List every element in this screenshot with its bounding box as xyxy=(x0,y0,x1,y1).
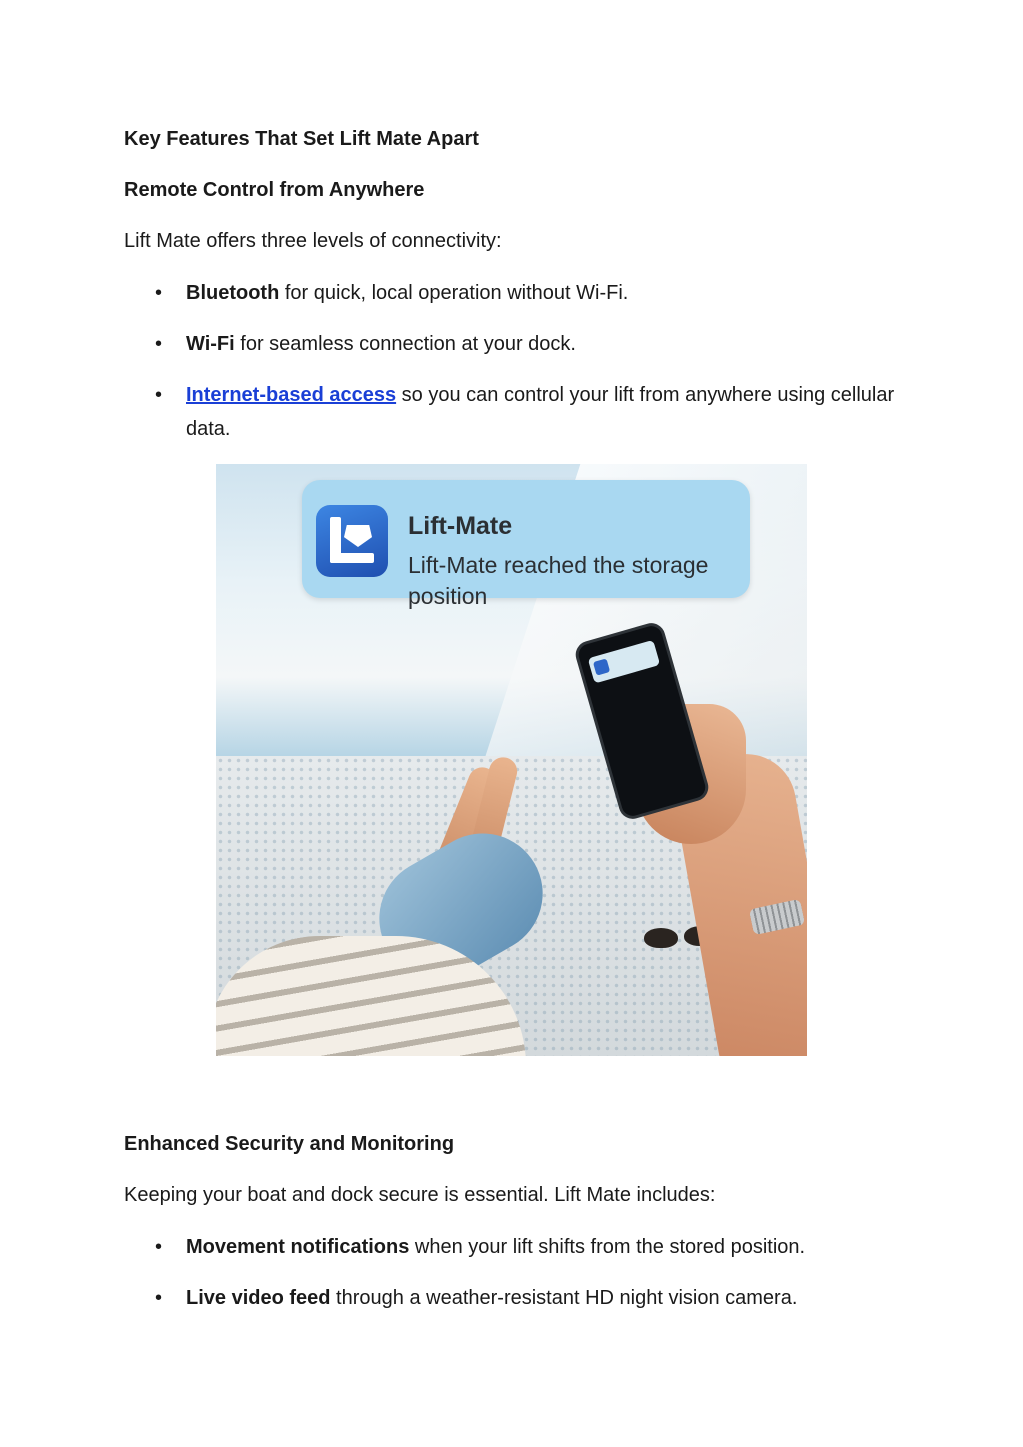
list-item-text: so you can control your lift from anywhere using cellular data. xyxy=(186,384,895,440)
list-item-bold: Movement notifications xyxy=(186,1236,410,1258)
list-item-wifi xyxy=(186,327,906,361)
bullet-icon: • xyxy=(155,384,163,406)
bullet-icon: • xyxy=(155,1236,163,1258)
section-heading-security: Enhanced Security and Monitoring xyxy=(124,1133,455,1155)
notification-text: Lift-Mate reached the storage position xyxy=(408,552,709,609)
list-item-text: for quick, local operation without Wi-Fi. xyxy=(279,282,629,304)
bullet-icon: • xyxy=(155,1287,163,1309)
list-item-text: for seamless connection at your dock. xyxy=(234,333,576,355)
list-item-bluetooth xyxy=(186,276,906,310)
notification-banner xyxy=(302,480,750,609)
notification-title: Lift-Mate xyxy=(408,512,513,540)
boat-deck-photo xyxy=(216,464,807,1056)
phone-notification xyxy=(588,640,661,684)
internet-access-link[interactable]: Internet-based access xyxy=(186,384,397,406)
list-item-movement xyxy=(186,1230,906,1264)
list-item-video xyxy=(186,1281,906,1315)
lift-mate-app-icon xyxy=(316,505,388,577)
list-item-text: through a weather-resistant HD night vision camera. xyxy=(330,1287,798,1309)
page-title: Key Features That Set Lift Mate Apart xyxy=(124,128,479,150)
section-heading-remote-control: Remote Control from Anywhere xyxy=(124,179,425,201)
list-item-internet xyxy=(186,378,906,446)
section-intro: Lift Mate offers three levels of connectivity: xyxy=(124,230,502,252)
bullet-icon: • xyxy=(155,282,163,304)
list-item-bold: Live video feed xyxy=(186,1287,331,1309)
bullet-icon: • xyxy=(155,333,163,355)
list-item-bold: Wi-Fi xyxy=(186,333,235,355)
section-intro: Keeping your boat and dock secure is essential. Lift Mate includes: xyxy=(124,1184,716,1206)
list-item-text: when your lift shifts from the stored position. xyxy=(409,1236,806,1258)
list-item-bold: Bluetooth xyxy=(186,282,280,304)
